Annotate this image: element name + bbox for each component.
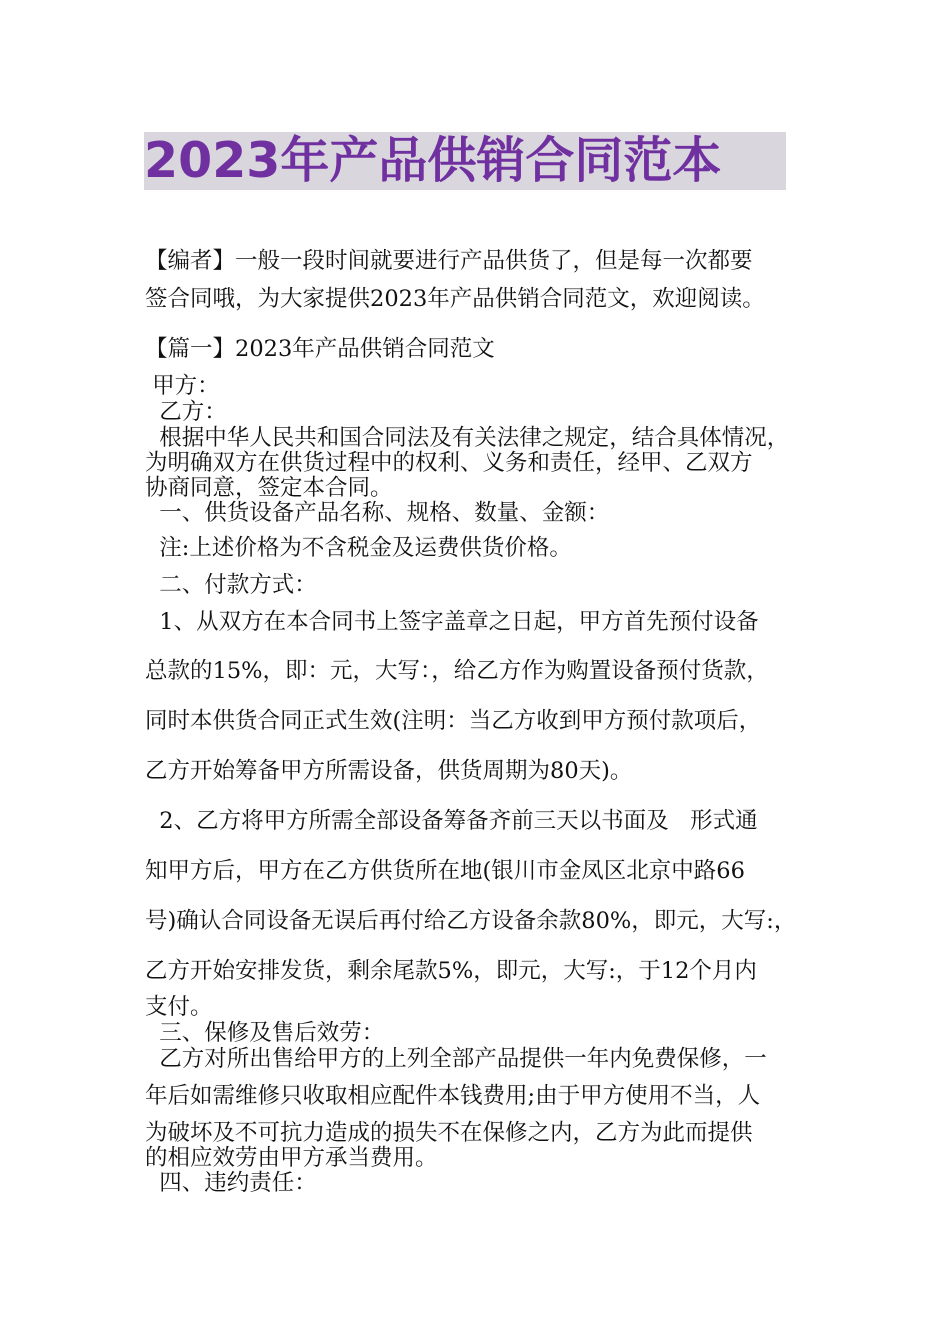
paragraph-line: 甲方：: [145, 373, 220, 399]
paragraph-line: 为破坏及不可抗力造成的损失不在保修之内，乙方为此而提供: [145, 1120, 753, 1146]
document-title: 2023年产品供销合同范本: [144, 132, 722, 189]
paragraph-line: 的相应效劳由甲方承当费用。: [145, 1145, 438, 1171]
paragraph-line: 一、供货设备产品名称、规格、数量、金额：: [145, 500, 610, 526]
paragraph-line: 1、从双方在本合同书上签字盖章之日起，甲方首先预付设备: [145, 609, 759, 635]
paragraph-line: 乙方：: [145, 399, 227, 425]
section-heading: 【篇一】2023年产品供销合同范文: [145, 336, 495, 362]
paragraph-line: 乙方开始安排发货，剩余尾款5%，即元，大写:，于12个月内: [145, 958, 757, 984]
paragraph-line: 签合同哦，为大家提供2023年产品供销合同范文，欢迎阅读。: [145, 286, 765, 312]
paragraph-line: 2、乙方将甲方所需全部设备筹备齐前三天以书面及 形式通: [145, 808, 758, 834]
paragraph-line: 四、违约责任：: [145, 1170, 317, 1196]
paragraph-line: 注:上述价格为不含税金及运费供货价格。: [145, 535, 572, 561]
paragraph-line: 支付。: [145, 994, 213, 1020]
paragraph-line: 号)确认合同设备无误后再付给乙方设备余款80%，即元，大写:，: [145, 908, 797, 934]
paragraph-line: 三、保修及售后效劳：: [145, 1020, 385, 1046]
paragraph-line: 乙方对所出售给甲方的上列全部产品提供一年内免费保修，一: [145, 1046, 767, 1072]
paragraph-line: 同时本供货合同正式生效(注明：当乙方收到甲方预付款项后，: [145, 708, 762, 734]
paragraph-line: 二、付款方式：: [145, 572, 317, 598]
paragraph-line: 知甲方后，甲方在乙方供货所在地(银川市金凤区北京中路66: [145, 858, 745, 884]
paragraph-line: 根据中华人民共和国合同法及有关法律之规定，结合具体情况，: [145, 425, 790, 451]
paragraph-line: 乙方开始筹备甲方所需设备，供货周期为80天)。: [145, 758, 633, 784]
paragraph-line: 年后如需维修只收取相应配件本钱费用;由于甲方使用不当，人: [145, 1083, 761, 1109]
paragraph-line: 【编者】一般一段时间就要进行产品供货了，但是每一次都要: [145, 248, 753, 274]
paragraph-line: 协商同意，签定本合同。: [145, 475, 393, 501]
paragraph-line: 为明确双方在供货过程中的权利、义务和责任，经甲、乙双方: [145, 450, 753, 476]
paragraph-line: 总款的15%，即：元，大写：，给乙方作为购置设备预付货款，: [145, 658, 769, 684]
